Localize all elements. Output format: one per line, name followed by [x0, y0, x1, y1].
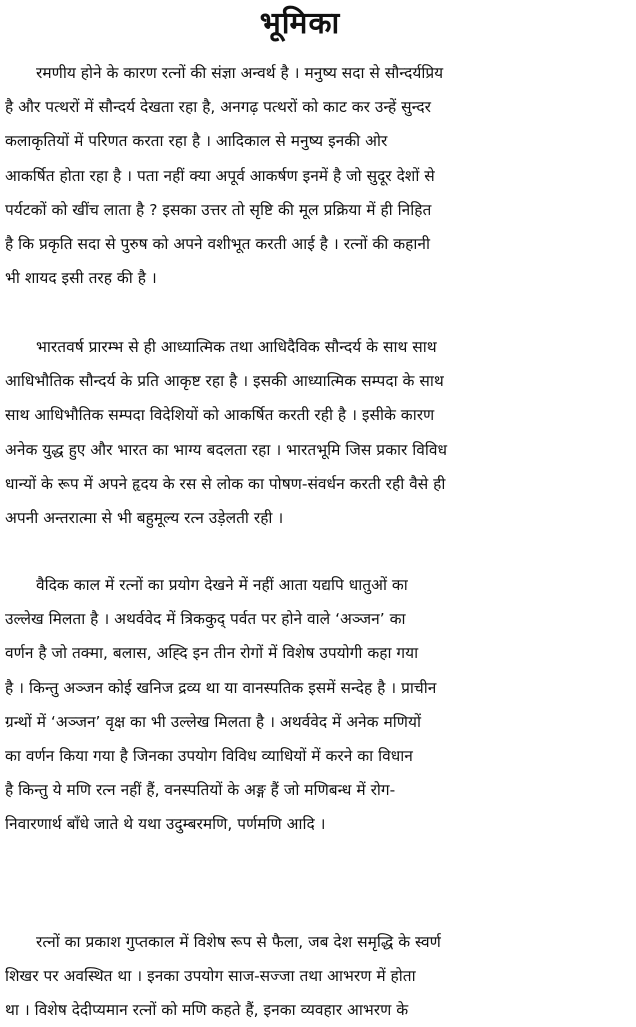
text-line: अपनी अन्तरात्मा से भी बहुमूल्य रत्न उड़ेलती रही ।: [5, 509, 284, 527]
text-line: उल्लेख मिलता है । अथर्ववेद में त्रिककुद् पर्वत पर होने वाले ‘अञ्जन’ का: [5, 610, 406, 628]
text-line: है किन्तु ये मणि रत्न नहीं हैं, वनस्पतियों के अङ्ग हैं जो मणिबन्ध में रोग-: [5, 781, 396, 799]
page-title: भूमिका: [259, 6, 341, 41]
text-line: रत्नों का प्रकाश गुप्तकाल में विशेष रूप से फैला, जब देश समृद्धि के स्वर्ण: [36, 933, 441, 951]
text-line: ग्रन्थों में ‘अञ्जन’ वृक्ष का भी उल्लेख मिलता है । अथर्ववेद में अनेक मणियों: [5, 713, 421, 731]
text-line: का वर्णन किया गया है जिनका उपयोग विविध व्याधियों में करने का विधान: [5, 747, 413, 765]
text-line: वर्णन है जो तक्मा, बलास, अह्दि इन तीन रोगों में विशेष उपयोगी कहा गया: [5, 644, 419, 662]
text-line: कलाकृतियों में परिणत करता रहा है । आदिकाल से मनुष्य इनकी ओर: [5, 132, 388, 150]
text-line: है और पत्थरों में सौन्दर्य देखता रहा है, अनगढ़ पत्थरों को काट कर उन्हें सुन्दर: [5, 98, 431, 116]
text-line: निवारणार्थ बाँधे जाते थे यथा उदुम्बरमणि, पर्णमणि आदि ।: [5, 815, 326, 833]
text-line: साथ आधिभौतिक सम्पदा विदेशियों को आकर्षित करती रही है । इसीके कारण: [5, 406, 435, 424]
text-line: आकर्षित होता रहा है । पता नहीं क्या अपूर्व आकर्षण इनमें है जो सुदूर देशों से: [5, 167, 435, 185]
text-line: भी शायद इसी तरह की है ।: [5, 269, 157, 287]
text-line: है कि प्रकृति सदा से पुरुष को अपने वशीभूत करती आई है । रत्नों की कहानी: [5, 235, 430, 253]
text-line: रमणीय होने के कारण रत्नों की संज्ञा अन्वर्थ है । मनुष्य सदा से सौन्दर्यप्रिय: [36, 64, 444, 82]
text-line: आधिभौतिक सौन्दर्य के प्रति आकृष्ट रहा है । इसकी आध्यात्मिक सम्पदा के साथ: [5, 372, 444, 390]
text-line: है । किन्तु अञ्जन कोई खनिज द्रव्य था या वानस्पतिक इसमें सन्देह है । प्राचीन: [5, 679, 437, 697]
text-line: पर्यटकों को खींच लाता है ? इसका उत्तर तो सृष्टि की मूल प्रक्रिया में ही निहित: [5, 201, 432, 219]
text-line: वैदिक काल में रत्नों का प्रयोग देखने में नहीं आता यद्यपि धातुओं का: [36, 576, 408, 594]
text-line: भारतवर्ष प्रारम्भ से ही आध्यात्मिक तथा आधिदैविक सौन्दर्य के साथ साथ: [36, 338, 437, 356]
text-line: धान्यों के रूप में अपने हृदय के रस से लोक का पोषण-संवर्धन करती रही वैसे ही: [5, 475, 446, 493]
text-line: था । विशेष देदीप्यमान रत्नों को मणि कहते हैं, इनका व्यवहार आभरण के: [5, 1001, 409, 1019]
text-line: अनेक युद्ध हुए और भारत का भाग्य बदलता रहा । भारतभूमि जिस प्रकार विविध: [5, 441, 448, 459]
text-line: शिखर पर अवस्थित था । इनका उपयोग साज-सज्जा तथा आभरण में होता: [5, 967, 416, 985]
